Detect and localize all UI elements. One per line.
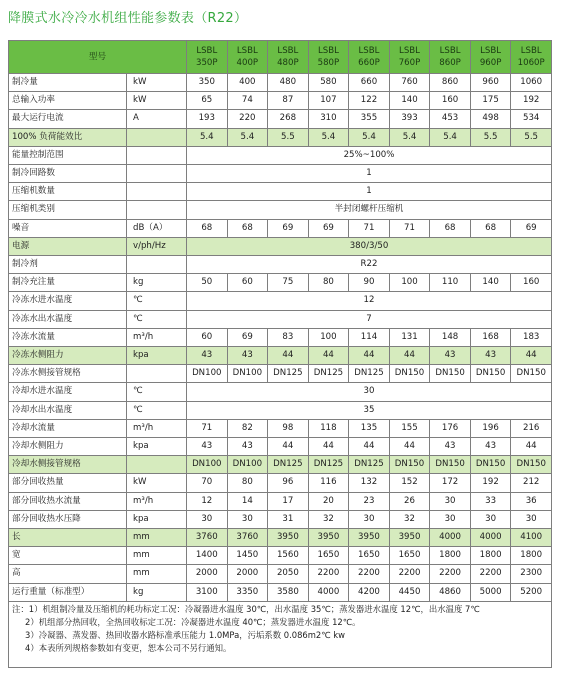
row-value: 5.4 xyxy=(227,128,268,146)
spec-table-body xyxy=(9,41,552,602)
note-line: 4）本表所列规格参数如有变更，恕本公司不另行通知。 xyxy=(25,643,232,653)
model-header: LSBL 660P xyxy=(349,41,390,74)
row-value: 20 xyxy=(308,492,349,510)
row-value: DN150 xyxy=(389,456,430,474)
row-label: 冷冻水出水温度 xyxy=(9,310,127,328)
row-value: 60 xyxy=(227,274,268,292)
row-unit xyxy=(127,165,187,183)
row-value: DN150 xyxy=(430,365,471,383)
row-value: 4860 xyxy=(430,583,471,601)
row-value: 192 xyxy=(470,474,511,492)
row-value: 43 xyxy=(430,347,471,365)
row-value: 17 xyxy=(268,492,309,510)
table-row xyxy=(9,310,552,328)
row-value: 3100 xyxy=(187,583,228,601)
model-header: LSBL 580P xyxy=(308,41,349,74)
table-row xyxy=(9,237,552,255)
table-row xyxy=(9,110,552,128)
table-row xyxy=(9,256,552,274)
row-value-span: 25%~100% xyxy=(187,146,552,164)
row-value: 135 xyxy=(349,419,390,437)
row-value: 44 xyxy=(349,438,390,456)
row-value: 4100 xyxy=(511,529,552,547)
row-value: 5200 xyxy=(511,583,552,601)
row-value: 44 xyxy=(511,347,552,365)
row-value: 860 xyxy=(430,74,471,92)
row-value: DN125 xyxy=(308,365,349,383)
row-value: 172 xyxy=(430,474,471,492)
row-value: 310 xyxy=(308,110,349,128)
row-value: 2000 xyxy=(227,565,268,583)
model-header: LSBL 350P xyxy=(187,41,228,74)
row-value: 3760 xyxy=(227,529,268,547)
row-value: 5.5 xyxy=(470,128,511,146)
table-row xyxy=(9,146,552,164)
row-unit: dB（A） xyxy=(127,219,187,237)
spec-table xyxy=(8,40,552,602)
row-value: 31 xyxy=(268,510,309,528)
row-value: 3950 xyxy=(268,529,309,547)
table-row xyxy=(9,474,552,492)
row-value: 80 xyxy=(227,474,268,492)
table-row xyxy=(9,347,552,365)
row-label: 总输入功率 xyxy=(9,92,127,110)
model-header: LSBL 400P xyxy=(227,41,268,74)
row-value: 3950 xyxy=(349,529,390,547)
row-value: 69 xyxy=(308,219,349,237)
row-value: DN150 xyxy=(430,456,471,474)
row-value: 3350 xyxy=(227,583,268,601)
row-label: 制冷量 xyxy=(9,74,127,92)
table-row xyxy=(9,565,552,583)
table-row xyxy=(9,583,552,601)
row-value: DN100 xyxy=(227,456,268,474)
row-unit: kpa xyxy=(127,438,187,456)
model-header: LSBL 760P xyxy=(389,41,430,74)
row-value: 1800 xyxy=(430,547,471,565)
row-label: 宽 xyxy=(9,547,127,565)
row-label: 冷却水出水温度 xyxy=(9,401,127,419)
row-label: 噪音 xyxy=(9,219,127,237)
row-value: 176 xyxy=(430,419,471,437)
row-value: 3950 xyxy=(308,529,349,547)
row-label: 最大运行电流 xyxy=(9,110,127,128)
row-value: 5.4 xyxy=(430,128,471,146)
row-value-span: 7 xyxy=(187,310,552,328)
table-row xyxy=(9,456,552,474)
model-header: LSBL 860P xyxy=(430,41,471,74)
row-value: 83 xyxy=(268,328,309,346)
row-value: 498 xyxy=(470,110,511,128)
table-row xyxy=(9,219,552,237)
row-value: 43 xyxy=(227,347,268,365)
row-value: 80 xyxy=(308,274,349,292)
table-row xyxy=(9,492,552,510)
row-label: 冷却水流量 xyxy=(9,419,127,437)
row-label: 制冷充注量 xyxy=(9,274,127,292)
row-value: 580 xyxy=(308,74,349,92)
row-value: 193 xyxy=(187,110,228,128)
row-value: 107 xyxy=(308,92,349,110)
row-value: 74 xyxy=(227,92,268,110)
row-value: 2200 xyxy=(430,565,471,583)
row-value: 32 xyxy=(308,510,349,528)
row-value: 30 xyxy=(470,510,511,528)
row-value: 116 xyxy=(308,474,349,492)
row-value: 2050 xyxy=(268,565,309,583)
table-row xyxy=(9,510,552,528)
note-line: 注：1）机组制冷量及压缩机的耗功标定工况：冷凝器进水温度 30℃，出水温度 35℃；蒸发器进水温度 12℃，出水温度 7℃ xyxy=(12,604,480,614)
row-value: 5.5 xyxy=(511,128,552,146)
table-row xyxy=(9,183,552,201)
row-unit: mm xyxy=(127,529,187,547)
row-value: 98 xyxy=(268,419,309,437)
row-value: 4450 xyxy=(389,583,430,601)
row-value: 5.4 xyxy=(187,128,228,146)
row-value: 114 xyxy=(349,328,390,346)
row-label: 部分回收热水压降 xyxy=(9,510,127,528)
row-unit: kg xyxy=(127,583,187,601)
row-value: 69 xyxy=(227,328,268,346)
row-label: 冷冻水流量 xyxy=(9,328,127,346)
table-row xyxy=(9,547,552,565)
row-value: 350 xyxy=(187,74,228,92)
row-unit: m³/h xyxy=(127,419,187,437)
row-label: 压缩机类别 xyxy=(9,201,127,219)
row-label: 100% 负荷能效比 xyxy=(9,128,127,146)
row-value: 44 xyxy=(268,438,309,456)
table-row xyxy=(9,201,552,219)
row-value: 960 xyxy=(470,74,511,92)
row-value: 14 xyxy=(227,492,268,510)
row-value: 82 xyxy=(227,419,268,437)
row-value: 50 xyxy=(187,274,228,292)
row-value: 268 xyxy=(268,110,309,128)
row-value: 44 xyxy=(308,347,349,365)
row-value: 1650 xyxy=(308,547,349,565)
row-value: 4000 xyxy=(470,529,511,547)
table-row xyxy=(9,92,552,110)
row-value: 5000 xyxy=(470,583,511,601)
table-row xyxy=(9,365,552,383)
row-value: 122 xyxy=(349,92,390,110)
row-value: 5.4 xyxy=(349,128,390,146)
row-unit: kg xyxy=(127,274,187,292)
row-value: DN150 xyxy=(470,456,511,474)
row-value: 96 xyxy=(268,474,309,492)
row-value: 1060 xyxy=(511,74,552,92)
row-value: 2200 xyxy=(308,565,349,583)
table-row xyxy=(9,74,552,92)
row-value: 71 xyxy=(389,219,430,237)
row-value: 23 xyxy=(349,492,390,510)
row-value: 3760 xyxy=(187,529,228,547)
row-value: 155 xyxy=(389,419,430,437)
row-value: 44 xyxy=(511,438,552,456)
row-value: 3950 xyxy=(389,529,430,547)
table-row xyxy=(9,328,552,346)
row-unit: v/ph/Hz xyxy=(127,237,187,255)
row-value: 30 xyxy=(430,510,471,528)
row-unit xyxy=(127,365,187,383)
row-value: 140 xyxy=(389,92,430,110)
row-unit: kpa xyxy=(127,510,187,528)
row-value: 32 xyxy=(389,510,430,528)
row-value: 760 xyxy=(389,74,430,92)
row-label: 电源 xyxy=(9,237,127,255)
row-unit: kW xyxy=(127,474,187,492)
row-value: 1650 xyxy=(389,547,430,565)
row-value: DN125 xyxy=(349,365,390,383)
row-value: 43 xyxy=(187,438,228,456)
row-value: 43 xyxy=(227,438,268,456)
row-unit: kW xyxy=(127,92,187,110)
row-label: 运行重量（标准型） xyxy=(9,583,127,601)
row-label: 冷却水侧阻力 xyxy=(9,438,127,456)
row-value: 43 xyxy=(470,347,511,365)
row-value: 100 xyxy=(389,274,430,292)
row-value: 160 xyxy=(430,92,471,110)
row-value: DN125 xyxy=(268,456,309,474)
row-value: 30 xyxy=(349,510,390,528)
row-label: 能量控制范围 xyxy=(9,146,127,164)
row-value: 5.4 xyxy=(389,128,430,146)
row-value: 26 xyxy=(389,492,430,510)
table-row xyxy=(9,128,552,146)
row-value: 152 xyxy=(389,474,430,492)
row-value: 100 xyxy=(308,328,349,346)
row-value: DN150 xyxy=(511,365,552,383)
row-value-span: 1 xyxy=(187,183,552,201)
row-value: 183 xyxy=(511,328,552,346)
row-value: 1800 xyxy=(470,547,511,565)
row-value: 44 xyxy=(349,347,390,365)
row-value: 2300 xyxy=(511,565,552,583)
row-unit: kW xyxy=(127,74,187,92)
table-row xyxy=(9,419,552,437)
row-value: 2200 xyxy=(349,565,390,583)
row-value: 1800 xyxy=(511,547,552,565)
row-value: 43 xyxy=(470,438,511,456)
row-unit: mm xyxy=(127,547,187,565)
row-value: 148 xyxy=(430,328,471,346)
row-value: 71 xyxy=(187,419,228,437)
header-row xyxy=(9,41,552,74)
row-value: 400 xyxy=(227,74,268,92)
row-value: 4200 xyxy=(349,583,390,601)
row-value-span: 半封闭螺杆压缩机 xyxy=(187,201,552,219)
row-value: 2200 xyxy=(389,565,430,583)
row-unit: kpa xyxy=(127,347,187,365)
row-value: 660 xyxy=(349,74,390,92)
table-row xyxy=(9,274,552,292)
row-value: DN125 xyxy=(349,456,390,474)
row-value: 87 xyxy=(268,92,309,110)
row-label: 冷却水进水温度 xyxy=(9,383,127,401)
row-unit: m³/h xyxy=(127,328,187,346)
row-value-span: 12 xyxy=(187,292,552,310)
row-value-span: 30 xyxy=(187,383,552,401)
row-value: 118 xyxy=(308,419,349,437)
row-label: 冷冻水侧阻力 xyxy=(9,347,127,365)
row-value: DN100 xyxy=(187,456,228,474)
row-value: DN150 xyxy=(511,456,552,474)
row-value: 70 xyxy=(187,474,228,492)
row-label: 部分回收热水流量 xyxy=(9,492,127,510)
row-unit: m³/h xyxy=(127,492,187,510)
row-value: 5.4 xyxy=(308,128,349,146)
row-value: 1560 xyxy=(268,547,309,565)
row-value: 3580 xyxy=(268,583,309,601)
table-row xyxy=(9,438,552,456)
table-row xyxy=(9,529,552,547)
row-unit xyxy=(127,146,187,164)
row-value: 69 xyxy=(268,219,309,237)
row-value: 90 xyxy=(349,274,390,292)
row-label: 制冷回路数 xyxy=(9,165,127,183)
model-header: LSBL 960P xyxy=(470,41,511,74)
row-value: 453 xyxy=(430,110,471,128)
row-unit xyxy=(127,256,187,274)
row-value: 175 xyxy=(470,92,511,110)
row-unit: ℃ xyxy=(127,401,187,419)
row-value: DN100 xyxy=(187,365,228,383)
row-value: 1450 xyxy=(227,547,268,565)
notes-block xyxy=(8,600,552,668)
row-value: 212 xyxy=(511,474,552,492)
row-value: 192 xyxy=(511,92,552,110)
row-value: 534 xyxy=(511,110,552,128)
row-value: 140 xyxy=(470,274,511,292)
row-value: 132 xyxy=(349,474,390,492)
table-row xyxy=(9,292,552,310)
row-value: 75 xyxy=(268,274,309,292)
row-value: 1650 xyxy=(349,547,390,565)
row-value: 71 xyxy=(349,219,390,237)
row-value: 68 xyxy=(470,219,511,237)
row-value: 131 xyxy=(389,328,430,346)
row-unit: mm xyxy=(127,565,187,583)
model-header: LSBL 1060P xyxy=(511,41,552,74)
row-value: 65 xyxy=(187,92,228,110)
row-value: 43 xyxy=(187,347,228,365)
row-value: 30 xyxy=(227,510,268,528)
note-line: 3）冷凝器、蒸发器、热回收器水路标准承压能力 1.0MPa，污垢系数 0.086m2℃ kw xyxy=(25,630,345,640)
row-value: 168 xyxy=(470,328,511,346)
row-unit: ℃ xyxy=(127,310,187,328)
row-value: 68 xyxy=(430,219,471,237)
row-value: 2200 xyxy=(470,565,511,583)
note-line: 2）机组部分热回收，全热回收标定工况：冷凝器进水温度 40℃；蒸发器进水温度 12℃。 xyxy=(25,617,361,627)
row-value: 160 xyxy=(511,274,552,292)
row-value: 44 xyxy=(389,347,430,365)
row-unit: A xyxy=(127,110,187,128)
row-value: 33 xyxy=(470,492,511,510)
row-value: DN100 xyxy=(227,365,268,383)
table-row xyxy=(9,401,552,419)
row-unit xyxy=(127,201,187,219)
row-label: 制冷剂 xyxy=(9,256,127,274)
row-label: 冷冻水侧接管规格 xyxy=(9,365,127,383)
row-unit xyxy=(127,456,187,474)
model-header-label: 型号 xyxy=(9,41,187,74)
row-value: 110 xyxy=(430,274,471,292)
row-value: DN125 xyxy=(268,365,309,383)
row-value: 30 xyxy=(430,492,471,510)
row-value: 60 xyxy=(187,328,228,346)
row-value: 4000 xyxy=(308,583,349,601)
row-value: 36 xyxy=(511,492,552,510)
row-value: DN150 xyxy=(470,365,511,383)
row-value: 44 xyxy=(308,438,349,456)
row-value-span: R22 xyxy=(187,256,552,274)
row-unit xyxy=(127,183,187,201)
row-label: 冷却水侧接管规格 xyxy=(9,456,127,474)
row-value: 12 xyxy=(187,492,228,510)
row-unit: ℃ xyxy=(127,383,187,401)
row-value: 4000 xyxy=(430,529,471,547)
row-value: 30 xyxy=(511,510,552,528)
row-label: 高 xyxy=(9,565,127,583)
row-value: 393 xyxy=(389,110,430,128)
row-label: 冷冻水进水温度 xyxy=(9,292,127,310)
row-value: 43 xyxy=(430,438,471,456)
row-value: 480 xyxy=(268,74,309,92)
row-value: 30 xyxy=(187,510,228,528)
row-label: 长 xyxy=(9,529,127,547)
table-row xyxy=(9,165,552,183)
row-unit: ℃ xyxy=(127,292,187,310)
row-value: 216 xyxy=(511,419,552,437)
page-title: 降膜式水冷冷水机组性能参数表（R22） xyxy=(8,11,248,26)
row-value: 196 xyxy=(470,419,511,437)
row-value: 69 xyxy=(511,219,552,237)
row-value: 44 xyxy=(268,347,309,365)
row-unit xyxy=(127,128,187,146)
row-value: 44 xyxy=(389,438,430,456)
model-header: LSBL 480P xyxy=(268,41,309,74)
row-value: 220 xyxy=(227,110,268,128)
row-value-span: 380/3/50 xyxy=(187,237,552,255)
row-value: 68 xyxy=(187,219,228,237)
row-label: 部分回收热量 xyxy=(9,474,127,492)
row-value-span: 35 xyxy=(187,401,552,419)
table-row xyxy=(9,383,552,401)
row-value: DN125 xyxy=(308,456,349,474)
row-value: 1400 xyxy=(187,547,228,565)
row-label: 压缩机数量 xyxy=(9,183,127,201)
row-value: 355 xyxy=(349,110,390,128)
row-value: 5.5 xyxy=(268,128,309,146)
row-value-span: 1 xyxy=(187,165,552,183)
row-value: DN150 xyxy=(389,365,430,383)
row-value: 68 xyxy=(227,219,268,237)
row-value: 2000 xyxy=(187,565,228,583)
